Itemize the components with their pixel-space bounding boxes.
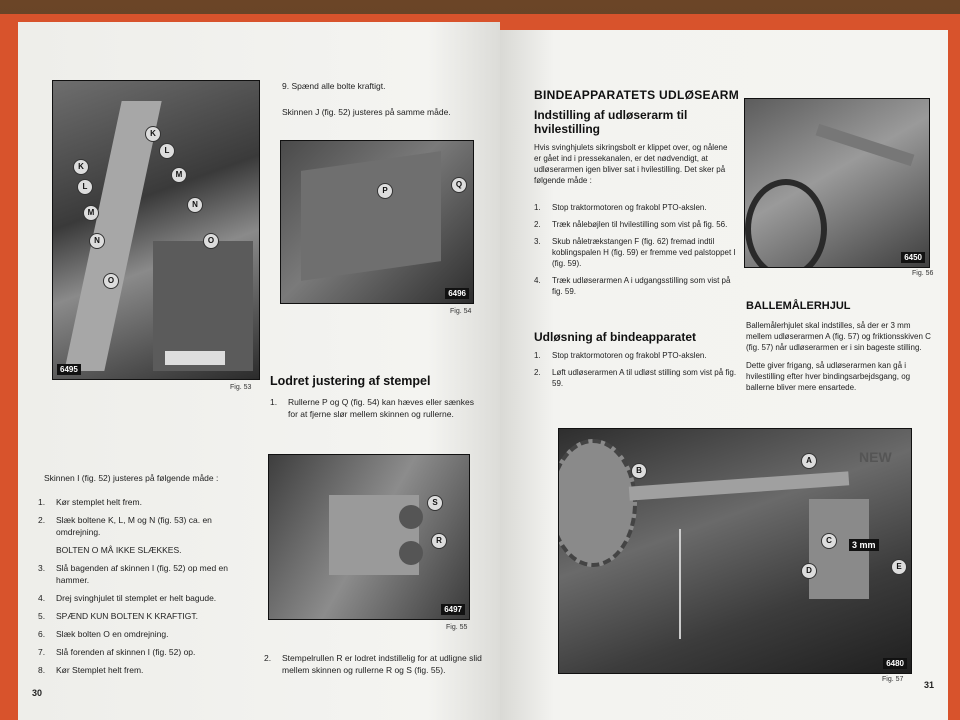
fig53-label-m: M — [171, 167, 187, 183]
fig57-label-c: C — [821, 533, 837, 549]
list-item — [534, 202, 738, 213]
fig57-label-b: B — [631, 463, 647, 479]
list-item — [534, 350, 738, 361]
list-text: Drej svinghjulet til stemplet er helt bagude. — [56, 593, 217, 603]
subheading-udloesning: Udløsning af bindeapparatet — [534, 330, 697, 344]
step-1-text: Rullerne P og Q (fig. 54) kan hæves eller sænkes for at fjerne slør mellem skinnen og rullerne. — [288, 397, 474, 419]
list-number: 5. — [38, 611, 46, 621]
page-number-right: 31 — [924, 680, 935, 690]
udloesning-steps — [534, 350, 738, 395]
fig57-number: 6480 — [883, 658, 907, 669]
list-number: 4. — [38, 593, 46, 603]
list-number: 3. — [38, 563, 46, 573]
list-number: 7. — [38, 647, 46, 657]
fig53-label-o: O — [203, 233, 219, 249]
adjust-list — [38, 496, 250, 682]
list-number: 4. — [534, 276, 541, 285]
fig54-label-p: P — [377, 183, 393, 199]
fig57-photo — [558, 428, 912, 674]
fig53-label-n2: N — [89, 233, 105, 249]
list-item — [38, 610, 250, 622]
list-item — [38, 544, 250, 556]
fig55-photo — [268, 454, 470, 620]
step-2-text: Stempelrullen R er lodret indstillelig for at udligne slid mellem skinnen og rullerne R og S (fig. 55). — [282, 653, 482, 675]
fig55-number: 6497 — [441, 604, 465, 615]
list-text: Løft udløserarmen A til udløst stilling som vist på fig. 59. — [552, 368, 737, 388]
list-number: 2. — [38, 515, 46, 525]
list-number: 1. — [38, 497, 46, 507]
ballemaaler-paragraph-2: Dette giver frigang, så udløserarmen kan gå i hvilestilling efter hver bindingsarbejdsgang, og ballerne bliver mere ensartede. — [746, 361, 911, 392]
list-item — [38, 514, 250, 538]
fig57-caption: Fig. 57 — [882, 676, 904, 683]
right-page — [500, 30, 948, 720]
list-text: Stop traktormotoren og frakobl PTO-akslen. — [552, 351, 707, 360]
fig53-number: 6495 — [57, 364, 81, 375]
fig53-label-k: K — [145, 126, 161, 142]
list-item — [38, 664, 250, 676]
fig55-label-r: R — [431, 533, 447, 549]
subheading-hvilestilling: Indstilling af udløserarm til hvilestilling — [534, 108, 688, 136]
list-text: Kør stemplet helt frem. — [56, 497, 142, 507]
fig56-caption: Fig. 56 — [912, 270, 934, 277]
fig57-label-a: A — [801, 453, 817, 469]
list-text: Slå bagenden af skinnen I (fig. 52) op med en hammer. — [56, 563, 229, 585]
step-1-number: 1. — [270, 397, 278, 407]
list-number: 2. — [534, 368, 541, 377]
list-item — [534, 275, 738, 297]
fig57-measure-label: 3 mm — [849, 539, 879, 551]
list-number: 8. — [38, 665, 46, 675]
ballemaaler-paragraph-1: Ballemålerhjulet skal indstilles, så der er 3 mm mellem udløserarmen A (fig. 57) og friktionsskiven C (fig. 57) når udløserarmen er i sin bageste stilling. — [746, 321, 931, 352]
fig53-label-m2: M — [83, 205, 99, 221]
list-text: Slå forenden af skinnen I (fig. 52) op. — [56, 647, 196, 657]
fig55-label-s: S — [427, 495, 443, 511]
step-9: 9. Spænd alle bolte kraftigt. — [282, 81, 386, 91]
step-1-rullerne — [270, 396, 480, 426]
list-number: 6. — [38, 629, 46, 639]
list-item — [38, 646, 250, 658]
fig54-label-q: Q — [451, 177, 467, 193]
list-number: 2. — [534, 220, 541, 229]
list-item — [38, 562, 250, 586]
left-page — [18, 22, 500, 720]
fig57-label-e: E — [891, 559, 907, 575]
section-heading-lodret: Lodret justering af stempel — [270, 374, 431, 388]
list-text: Stop traktormotoren og frakobl PTO-akslen. — [552, 203, 707, 212]
fig55-caption: Fig. 55 — [446, 624, 468, 631]
fig54-number: 6496 — [445, 288, 469, 299]
skinnen-i-intro: Skinnen I (fig. 52) justeres på følgende måde : — [44, 473, 219, 483]
list-text: Slæk boltene K, L, M og N (fig. 53) ca. en omdrejning. — [56, 515, 212, 537]
list-text: Slæk bolten O en omdrejning. — [56, 629, 169, 639]
page-number-left: 30 — [32, 688, 43, 698]
list-text: Skub nåletrækstangen F (fig. 62) fremad indtil koblingspalen H (fig. 59) er fremme ved palstoppet I (fig. 59). — [552, 237, 736, 268]
list-text: SPÆND KUN BOLTEN K KRAFTIGT. — [56, 611, 199, 621]
subheading-ballemaaler: BALLEMÅLERHJUL — [746, 300, 851, 312]
list-text: Kør Stemplet helt frem. — [56, 665, 144, 675]
fig53-label-l2: L — [77, 179, 93, 195]
list-number — [38, 544, 50, 556]
intro-paragraph: Hvis svinghjulets sikringsbolt er klippet over, og nålene er gået ind i pressekanalen, er det nødvendigt, at udløserarmen igen bliver sat i hvilestilling. Det sker på følgende måde : — [534, 143, 728, 185]
fig54-photo — [280, 140, 474, 304]
fig53-label-n: N — [187, 197, 203, 213]
skinnen-j-text: Skinnen J (fig. 52) justeres på samme måde. — [282, 107, 451, 117]
fig53-label-k2: K — [73, 159, 89, 175]
list-number: 3. — [534, 237, 541, 246]
list-item — [38, 496, 250, 508]
fig57-label-d: D — [801, 563, 817, 579]
list-text: Træk udløserarmen A i udgangsstilling som vist på fig. 59. — [552, 276, 731, 296]
page-title: BINDEAPPARATETS UDLØSEARM — [534, 88, 740, 102]
fig53-label-o2: O — [103, 273, 119, 289]
step-2-stempelrullen — [264, 652, 482, 682]
list-text: Træk nålebøjlen til hvilestilling som vist på fig. 56. — [552, 220, 728, 229]
fig56-photo — [744, 98, 930, 268]
list-number: 1. — [534, 203, 541, 212]
list-number: 1. — [534, 351, 541, 360]
list-item — [534, 219, 738, 230]
fig53-photo — [52, 80, 260, 380]
step-2-number: 2. — [264, 653, 272, 663]
fig56-number: 6450 — [901, 252, 925, 263]
list-item — [38, 628, 250, 640]
fig53-caption: Fig. 53 — [230, 384, 252, 391]
list-text: BOLTEN O MÅ IKKE SLÆKKES. — [56, 545, 182, 555]
fig57-brand-text: NEW — [859, 449, 892, 465]
list-item — [534, 367, 738, 389]
list-item — [534, 236, 738, 269]
hvile-steps — [534, 202, 738, 303]
fig54-caption: Fig. 54 — [450, 308, 472, 315]
fig53-label-l: L — [159, 143, 175, 159]
list-item — [38, 592, 250, 604]
